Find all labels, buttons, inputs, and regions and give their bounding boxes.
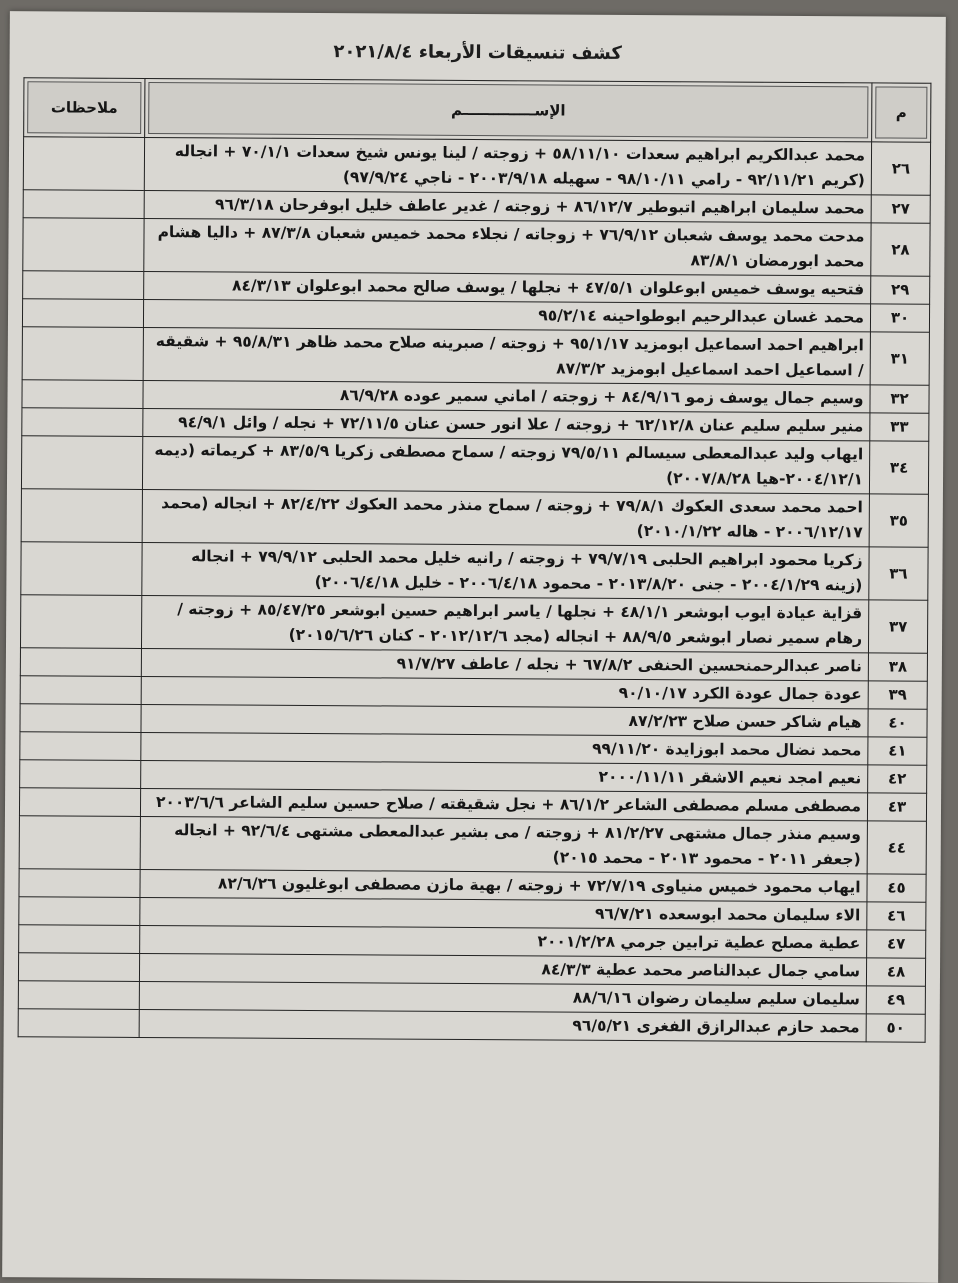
- row-number: ٣٤: [869, 441, 928, 494]
- row-number: ٣٥: [869, 494, 928, 547]
- row-name: قزاية عيادة ايوب ابوشعر ٤٨/١/١ + نجلها / ياسر ابراهيم حسين ابوشعر ٨٥/٤٧/٢٥ + زوجته / رهام سمير نصار ابوشعر ٨٨/٩/٥ + انجاله (مجد ٢٠١٢/١٢/٦ - كنان ٢٠١٥/٦/٢٦): [141, 595, 868, 652]
- row-name: ناصر عبدالرحمنحسين الحنفى ٦٧/٨/٢ + نجله / عاطف ٩١/٧/٢٧: [141, 648, 868, 680]
- row-notes: [18, 1009, 139, 1038]
- row-name: محمد حازم عبدالرازق الفغرى ٩٦/٥/٢١: [139, 1009, 866, 1041]
- row-name: احمد محمد سعدى العكوك ٧٩/٨/١ + زوجته / سماح منذر محمد العكوك ٨٢/٤/٢٢ + انجاله (محمد ٢٠٠٦/١٢/١٧ - هاله ٢٠١٠/١/٢٢): [142, 489, 869, 546]
- row-notes: [18, 981, 139, 1010]
- document-title: كشف تنسيقات الأربعاء ٢٠٢١/٨/٤: [333, 41, 622, 64]
- row-name: محمد عبدالكريم ابراهيم سعدات ٥٨/١١/١٠ + زوجته / لينا يونس شيخ سعدات ٧٠/١/١ + انجاله (كريم ٩٢/١١/٢١ - رامي ٩٨/١٠/١١ - سهيله ٢٠٠٣/٩/١٨ - ناجي ٩٧/٩/٢٤): [144, 137, 871, 194]
- row-number: ٣٠: [870, 304, 929, 332]
- row-notes: [21, 436, 142, 490]
- row-notes: [20, 760, 141, 789]
- row-number: ٣٦: [869, 547, 928, 600]
- row-notes: [23, 190, 144, 219]
- row-name: وسيم جمال يوسف زمو ٨٤/٩/١٦ + زوجته / اماني سمير عوده ٨٦/٩/٢٨: [143, 380, 870, 412]
- row-number: ٢٧: [871, 195, 930, 223]
- row-notes: [20, 704, 141, 733]
- row-notes: [22, 299, 143, 328]
- row-name: فتحيه يوسف خميس ابوعلوان ٤٧/٥/١ + نجلها / يوسف صالح محمد ابوعلوان ٨٤/٣/١٣: [144, 271, 871, 303]
- coordination-table: [18, 77, 932, 1043]
- row-name: الاء سليمان محمد ابوسعده ٩٦/٧/٢١: [140, 897, 867, 929]
- row-number: ٣٩: [868, 681, 927, 709]
- row-notes: [21, 542, 142, 596]
- table-row: [18, 1009, 925, 1043]
- row-number: ٤٧: [867, 930, 926, 958]
- row-name: مصطفى مسلم مصطفى الشاعر ٨٦/١/٢ + نجل شقيقته / صلاح حسين سليم الشاعر ٢٠٠٣/٦/٦: [140, 788, 867, 820]
- row-name: ايهاب محمود خميس منياوى ٧٢/٧/١٩ + زوجته / بهية مازن مصطفى ابوغليون ٨٢/٦/٢٦: [140, 869, 867, 901]
- row-number: ٤٩: [866, 986, 925, 1014]
- table-row: [21, 436, 928, 495]
- row-number: ٣٧: [868, 600, 927, 653]
- row-number: ٤٠: [868, 709, 927, 737]
- row-number: ٤٨: [866, 958, 925, 986]
- table-row: [20, 595, 927, 654]
- row-notes: [22, 327, 143, 381]
- row-number: ٢٩: [871, 276, 930, 304]
- row-number: ٢٦: [871, 142, 930, 195]
- table-row: [21, 542, 928, 601]
- row-notes: [20, 648, 141, 677]
- row-notes: [23, 137, 144, 191]
- row-name: وسيم منذر جمال مشتهى ٨١/٢/٢٧ + زوجته / مى بشير عبدالمعطى مشتهى ٩٢/٦/٤ + انجاله (جعفر ٢٠١١ - محمود ٢٠١٣ - محمد ٢٠١٥): [140, 816, 867, 873]
- header-number: م: [872, 83, 931, 142]
- row-notes: [19, 925, 140, 954]
- row-name: مدحت محمد يوسف شعبان ٧٦/٩/١٢ + زوجاته / نجلاء محمد خميس شعبان ٨٧/٣/٨ + داليا هشام محمد ابورمضان ٨٣/٨/١: [144, 218, 871, 275]
- row-number: ٣٢: [870, 385, 929, 413]
- row-name: ابراهيم احمد اسماعيل ابومزيد ٩٥/١/١٧ + زوجته / صبرينه صلاح محمد ظاهر ٩٥/٨/٣١ + شقيقه / اسماعيل احمد اسماعيل ابومزيد ٨٧/٣/٢: [143, 327, 870, 384]
- row-notes: [22, 380, 143, 409]
- table-row: [21, 489, 928, 548]
- row-name: عطية مصلح عطية ترابين جرمي ٢٠٠١/٢/٢٨: [140, 925, 867, 957]
- row-notes: [22, 408, 143, 437]
- row-number: ٣١: [870, 332, 929, 385]
- row-notes: [20, 595, 141, 649]
- row-name: زكريا محمود ابراهيم الحلبى ٧٩/٧/١٩ + زوجته / رانيه خليل محمد الحلبى ٧٩/٩/١٢ + انجاله (زينه ٢٠٠٤/١/٢٩ - جنى ٢٠١٣/٨/٢٠ - محمود ٢٠٠٦/٤/١٨ - خليل ٢٠٠٦/٤/١٨): [142, 542, 869, 599]
- table-header-row: [24, 78, 931, 143]
- row-name: عودة جمال عودة الكرد ٩٠/١٠/١٧: [141, 676, 868, 708]
- row-number: ٣٨: [868, 653, 927, 681]
- row-number: ٤٤: [867, 821, 926, 874]
- table-row: [23, 137, 930, 196]
- table-row: [19, 816, 926, 875]
- row-number: ٤٥: [867, 874, 926, 902]
- row-notes: [23, 271, 144, 300]
- row-name: ايهاب وليد عبدالمعطى سيسالم ٧٩/٥/١١ زوجته / سماح مصطفى زكريا ٨٣/٥/٩ + كريماته (ديمه ٢٠٠٤/١٢/١-هيا ٢٠٠٧/٨/٢٨): [142, 436, 869, 493]
- row-notes: [19, 816, 140, 870]
- row-name: محمد نضال محمد ابوزايدة ٩٩/١١/٢٠: [141, 732, 868, 764]
- row-notes: [18, 953, 139, 982]
- row-number: ٤٣: [867, 793, 926, 821]
- row-name: محمد سليمان ابراهيم اتبوطير ٨٦/١٢/٧ + زوجته / غدير عاطف خليل ابوفرحان ٩٦/٣/١٨: [144, 190, 871, 222]
- row-number: ٣٣: [870, 413, 929, 441]
- row-notes: [21, 489, 142, 543]
- table-row: [22, 327, 929, 386]
- row-notes: [19, 869, 140, 898]
- row-number: ٤١: [868, 737, 927, 765]
- header-name: الإســــــــــــــم: [145, 78, 872, 141]
- row-number: ٢٨: [871, 223, 930, 276]
- row-name: محمد غسان عبدالرحيم ابوطواحينه ٩٥/٢/١٤: [143, 299, 870, 331]
- document-sheet: [2, 11, 946, 1283]
- row-notes: [19, 788, 140, 817]
- row-number: ٤٦: [867, 902, 926, 930]
- row-notes: [19, 897, 140, 926]
- header-notes: ملاحظات: [24, 78, 145, 138]
- row-notes: [23, 218, 144, 272]
- table-row: [23, 218, 930, 277]
- row-name: نعيم امجد نعيم الاشقر ٢٠٠٠/١١/١١: [141, 760, 868, 792]
- row-name: هيام شاكر حسن صلاح ٨٧/٢/٢٣: [141, 704, 868, 736]
- row-number: ٤٢: [868, 765, 927, 793]
- row-name: منير سليم سليم عنان ٦٢/١٢/٨ + زوجته / علا انور حسن عنان ٧٢/١١/٥ + نجله / وائل ٩٤/٩/١: [143, 408, 870, 440]
- row-notes: [20, 676, 141, 705]
- row-notes: [20, 732, 141, 761]
- row-name: سليمان سليم سليمان رضوان ٨٨/٦/١٦: [139, 981, 866, 1013]
- row-number: ٥٠: [866, 1014, 925, 1042]
- row-name: سامي جمال عبدالناصر محمد عطية ٨٤/٣/٣: [139, 953, 866, 985]
- table-body: [18, 137, 930, 1043]
